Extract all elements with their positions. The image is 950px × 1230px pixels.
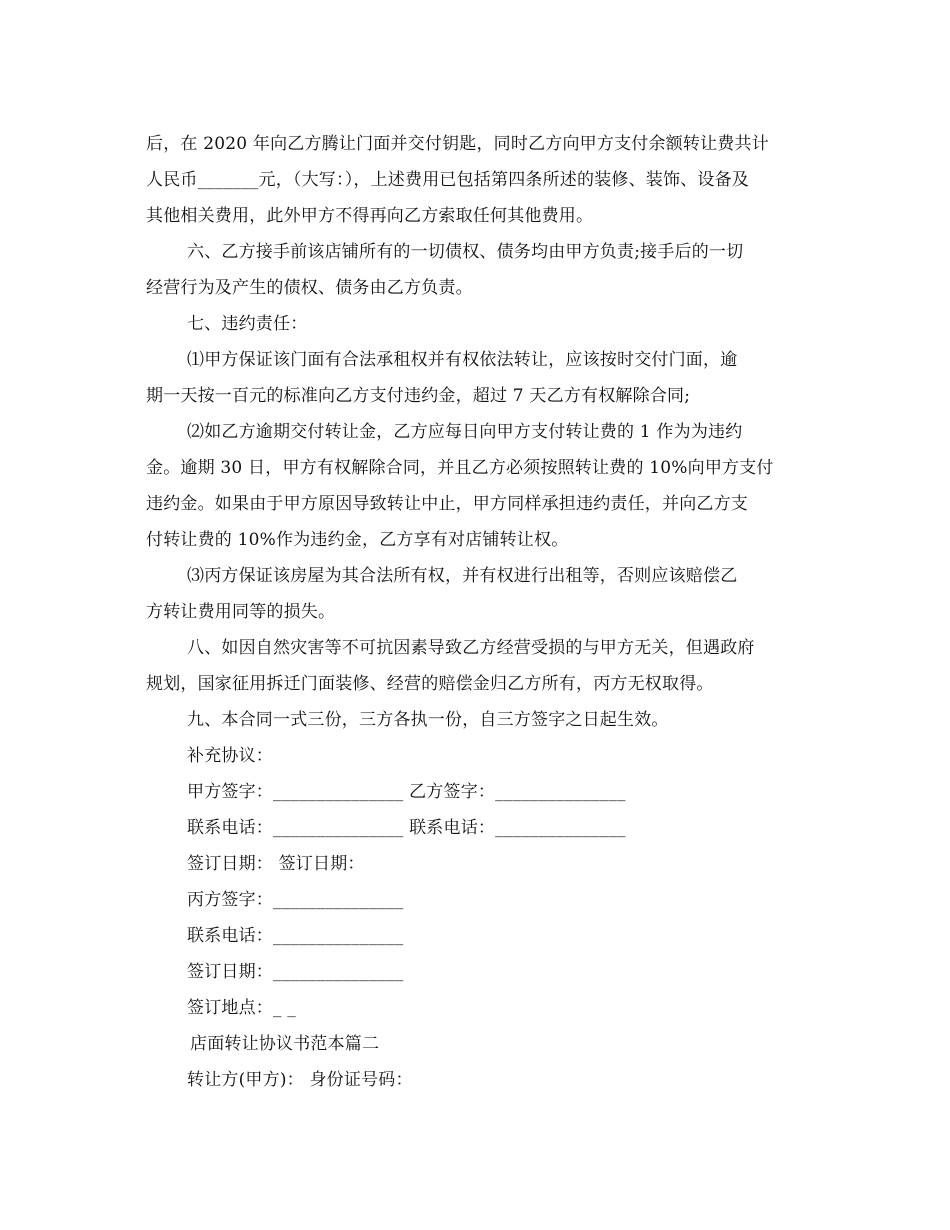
clause-6-line-2: 经营行为及产生的债权、债务由乙方负责。 xyxy=(146,278,473,298)
clause-7-item-3-line-1: ⑶丙方保证该房屋为其合法所有权，并有权进行出租等，否则应该赔偿乙 xyxy=(187,566,738,586)
paragraph-5-line-1: 后，在 2020 年向乙方腾让门面并交付钥匙，同时乙方向甲方支付余额转让费共计 xyxy=(146,134,769,154)
phone-party-c: 联系电话：_______________ xyxy=(187,926,404,946)
clause-7-item-2-line-1: ⑵如乙方逾期交付转让金，乙方应每日向甲方支付转让费的 1 作为为违约 xyxy=(187,422,743,442)
clause-7-item-2-line-4: 付转让费的 10%作为违约金，乙方享有对店铺转让权。 xyxy=(146,530,569,550)
signature-party-a-b: 甲方签字：_______________ 乙方签字：_______________ xyxy=(187,782,626,802)
clause-8-line-2: 规划，国家征用拆迁门面装修、经营的赔偿金归乙方所有，丙方无权取得。 xyxy=(146,674,714,694)
clause-7-item-2-line-3: 违约金。如果由于甲方原因导致转让中止，甲方同样承担违约责任，并向乙方支 xyxy=(146,494,748,514)
transferor-party-a-line: 转让方(甲方)： 身份证号码： xyxy=(187,1070,413,1090)
sign-location: 签订地点：_ _ xyxy=(187,998,297,1018)
sign-date-party-a-b: 签订日期： 签订日期： xyxy=(187,854,365,874)
supplementary-agreement-label: 补充协议： xyxy=(187,746,273,766)
sign-date-party-c: 签订日期：_______________ xyxy=(187,962,404,982)
clause-8-line-1: 八、如因自然灾害等不可抗因素导致乙方经营受损的与甲方无关，但遇政府 xyxy=(187,638,755,658)
clause-6-line-1: 六、乙方接手前该店铺所有的一切债权、债务均由甲方负责;接手后的一切 xyxy=(187,242,744,262)
clause-7-heading: 七、违约责任： xyxy=(187,314,308,334)
paragraph-5-line-3: 其他相关费用，此外甲方不得再向乙方索取任何其他费用。 xyxy=(146,206,594,226)
clause-7-item-1-line-2: 期一天按一百元的标准向乙方支付违约金，超过 7 天乙方有权解除合同; xyxy=(146,386,691,406)
signature-party-c: 丙方签字：_______________ xyxy=(187,890,404,910)
phone-party-a-b: 联系电话：_______________ 联系电话：_______________ xyxy=(187,818,626,838)
clause-7-item-1-line-1: ⑴甲方保证该门面有合法承租权并有权依法转让，应该按时交付门面，逾 xyxy=(187,350,738,370)
section-heading-template-2: 店面转让协议书范本篇二 xyxy=(190,1034,380,1054)
clause-7-item-3-line-2: 方转让费用同等的损失。 xyxy=(146,602,336,622)
paragraph-5-line-2: 人民币_______元，（大写：），上述费用已包括第四条所述的装修、装饰、设备及 xyxy=(146,170,749,190)
clause-9: 九、本合同一式三份，三方各执一份，自三方签字之日起生效。 xyxy=(187,710,669,730)
clause-7-item-2-line-2: 金。逾期 30 日，甲方有权解除合同，并且乙方必须按照转让费的 10%向甲方支付 xyxy=(146,458,774,478)
